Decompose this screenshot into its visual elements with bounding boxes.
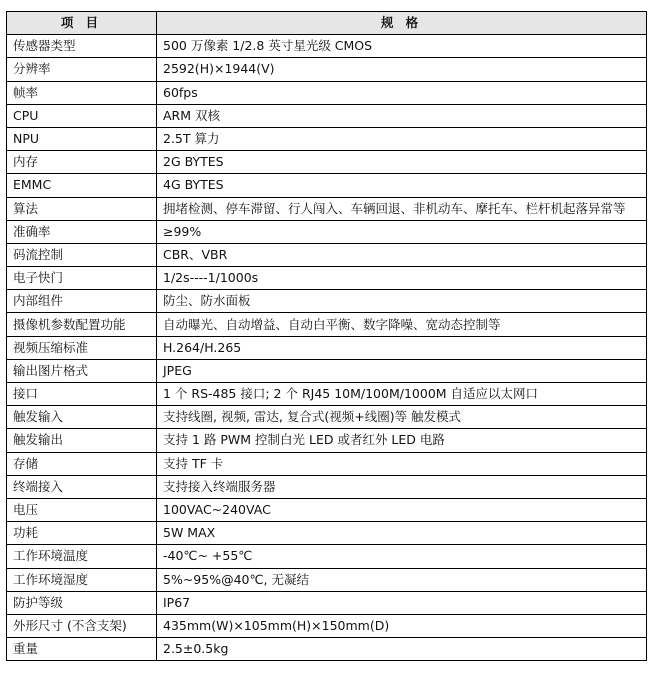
spec-value-cell: 自动曝光、自动增益、自动白平衡、数字降噪、宽动态控制等	[157, 313, 647, 336]
table-row	[7, 104, 647, 127]
spec-value-cell: 4G BYTES	[157, 174, 647, 197]
spec-table	[6, 11, 647, 661]
spec-value-cell: 支持线圈, 视频, 雷达, 复合式(视频+线圈)等 触发模式	[157, 406, 647, 429]
table-row	[7, 429, 647, 452]
spec-name-cell: 输出图片格式	[7, 359, 157, 382]
spec-name-cell: 摄像机参数配置功能	[7, 313, 157, 336]
spec-value-cell: 2G BYTES	[157, 151, 647, 174]
spec-name-cell: 准确率	[7, 220, 157, 243]
spec-name-cell: 存储	[7, 452, 157, 475]
table-row	[7, 568, 647, 591]
table-row	[7, 35, 647, 58]
spec-name-cell: 防护等级	[7, 591, 157, 614]
spec-value-cell: ≥99%	[157, 220, 647, 243]
spec-value-cell: 支持 1 路 PWM 控制白光 LED 或者红外 LED 电路	[157, 429, 647, 452]
spec-value-cell: 拥堵检测、停车滞留、行人闯入、车辆回退、非机动车、摩托车、栏杆机起落异常等	[157, 197, 647, 220]
spec-name-cell: EMMC	[7, 174, 157, 197]
spec-name-cell: 帧率	[7, 81, 157, 104]
table-row	[7, 127, 647, 150]
spec-name-cell: 电子快门	[7, 267, 157, 290]
table-row	[7, 383, 647, 406]
spec-name-cell: 码流控制	[7, 243, 157, 266]
spec-name-cell: 外形尺寸 (不含支架)	[7, 614, 157, 637]
spec-value-cell: 60fps	[157, 81, 647, 104]
spec-name-cell: 视频压缩标准	[7, 336, 157, 359]
table-row	[7, 197, 647, 220]
spec-value-cell: -40℃~ +55℃	[157, 545, 647, 568]
table-row	[7, 475, 647, 498]
spec-value-cell: 2.5T 算力	[157, 127, 647, 150]
header-item: 项 目	[7, 12, 157, 35]
spec-value-cell: 支持 TF 卡	[157, 452, 647, 475]
header-row	[7, 12, 647, 35]
table-row	[7, 498, 647, 521]
spec-value-cell: 2592(H)×1944(V)	[157, 58, 647, 81]
spec-name-cell: 工作环境湿度	[7, 568, 157, 591]
table-row	[7, 243, 647, 266]
spec-name-cell: 终端接入	[7, 475, 157, 498]
spec-value-cell: 5W MAX	[157, 522, 647, 545]
table-row	[7, 313, 647, 336]
table-row	[7, 452, 647, 475]
table-row	[7, 174, 647, 197]
table-row	[7, 267, 647, 290]
spec-value-cell: 100VAC~240VAC	[157, 498, 647, 521]
spec-value-cell: 支持接入终端服务器	[157, 475, 647, 498]
spec-name-cell: NPU	[7, 127, 157, 150]
spec-name-cell: CPU	[7, 104, 157, 127]
table-row	[7, 290, 647, 313]
table-row	[7, 522, 647, 545]
table-row	[7, 591, 647, 614]
spec-name-cell: 触发输入	[7, 406, 157, 429]
table-row	[7, 359, 647, 382]
spec-value-cell: 1 个 RS-485 接口; 2 个 RJ45 10M/100M/1000M 自适应以太网口	[157, 383, 647, 406]
spec-name-cell: 内部组件	[7, 290, 157, 313]
spec-value-cell: IP67	[157, 591, 647, 614]
spec-name-cell: 分辨率	[7, 58, 157, 81]
spec-value-cell: 1/2s----1/1000s	[157, 267, 647, 290]
table-row	[7, 58, 647, 81]
spec-value-cell: 435mm(W)×105mm(H)×150mm(D)	[157, 614, 647, 637]
spec-name-cell: 传感器类型	[7, 35, 157, 58]
spec-name-cell: 电压	[7, 498, 157, 521]
spec-value-cell: 2.5±0.5kg	[157, 638, 647, 661]
spec-value-cell: 防尘、防水面板	[157, 290, 647, 313]
spec-table-body	[7, 35, 647, 661]
table-row	[7, 81, 647, 104]
header-spec: 规 格	[157, 12, 647, 35]
spec-value-cell: 500 万像素 1/2.8 英寸星光级 CMOS	[157, 35, 647, 58]
spec-name-cell: 工作环境温度	[7, 545, 157, 568]
spec-value-cell: ARM 双核	[157, 104, 647, 127]
table-row	[7, 638, 647, 661]
spec-table-header	[7, 12, 647, 35]
spec-name-cell: 触发输出	[7, 429, 157, 452]
table-row	[7, 614, 647, 637]
spec-name-cell: 算法	[7, 197, 157, 220]
spec-value-cell: 5%~95%@40℃, 无凝结	[157, 568, 647, 591]
table-row	[7, 406, 647, 429]
spec-value-cell: H.264/H.265	[157, 336, 647, 359]
table-row	[7, 220, 647, 243]
table-row	[7, 545, 647, 568]
table-row	[7, 151, 647, 174]
spec-name-cell: 内存	[7, 151, 157, 174]
spec-value-cell: CBR、VBR	[157, 243, 647, 266]
spec-value-cell: JPEG	[157, 359, 647, 382]
spec-name-cell: 接口	[7, 383, 157, 406]
spec-name-cell: 重量	[7, 638, 157, 661]
table-row	[7, 336, 647, 359]
spec-name-cell: 功耗	[7, 522, 157, 545]
